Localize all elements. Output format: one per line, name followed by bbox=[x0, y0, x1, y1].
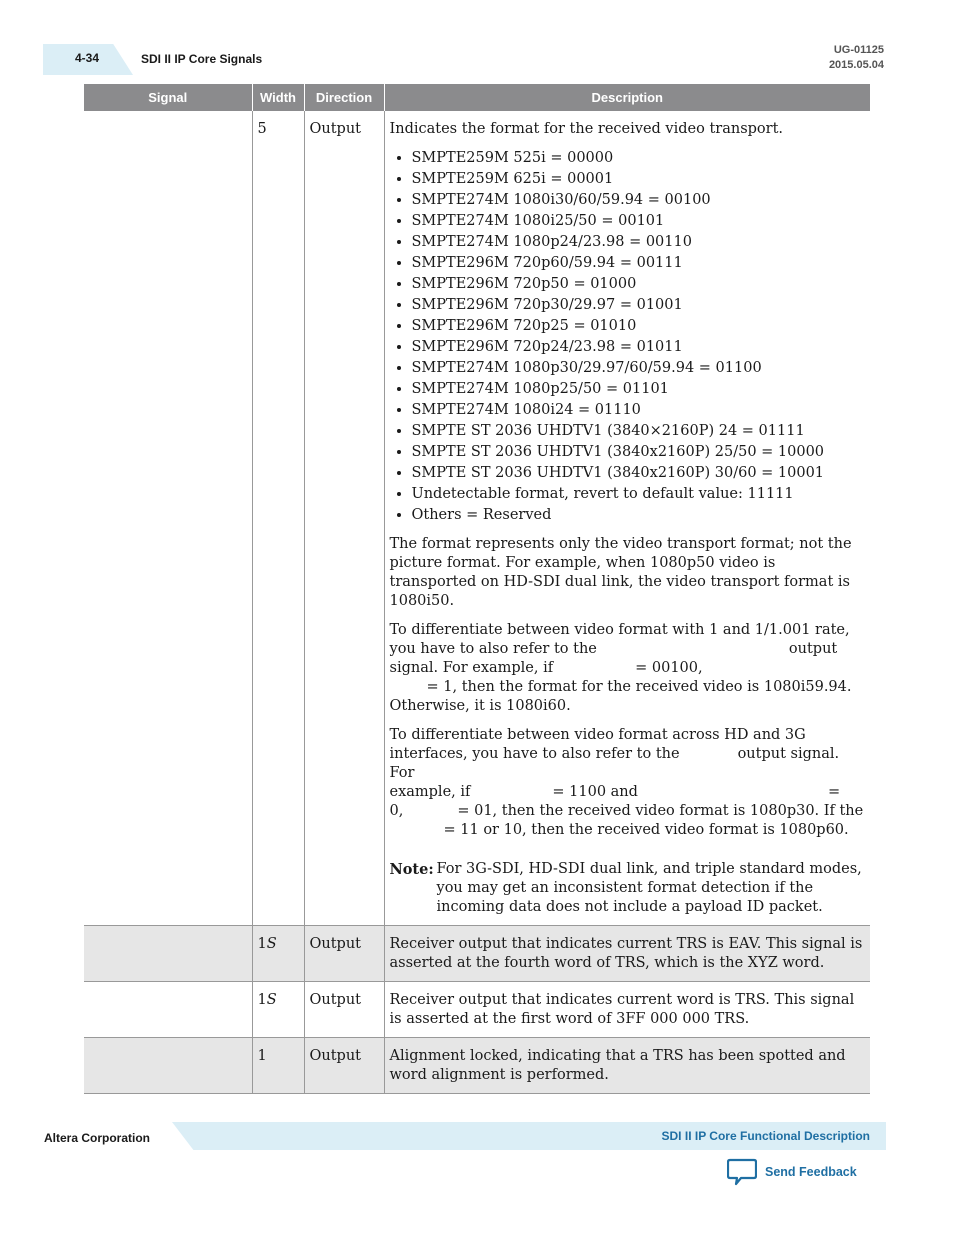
text-line: 0, = 01, then the received video format is 1080p30. If the bbox=[389, 803, 864, 819]
note-block bbox=[390, 860, 866, 917]
description-cell: Receiver output that indicates current word is TRS. This signal is asserted at the first word of 3FF 000 000 TRS. bbox=[384, 982, 870, 1038]
text-line: To differentiate between video format with 1 and 1/1.001 rate, bbox=[389, 622, 850, 638]
column-header-width: Width bbox=[252, 84, 304, 111]
interface-paragraph bbox=[390, 726, 866, 840]
table-row bbox=[84, 111, 870, 926]
format-list bbox=[390, 149, 866, 525]
text-line: To differentiate between video format across HD and 3G bbox=[389, 727, 806, 743]
description-cell: Receiver output that indicates current TRS is EAV. This signal is asserted at the fourth word of TRS, which is the XYZ word. bbox=[384, 926, 870, 982]
width-cell: 1 bbox=[252, 1038, 304, 1094]
section-title: SDI II IP Core Signals bbox=[141, 52, 263, 66]
text-line: interfaces, you have to also refer to the output signal. For bbox=[389, 746, 840, 781]
direction-cell: Output bbox=[304, 926, 384, 982]
text-line: you have to also refer to the output bbox=[389, 641, 838, 657]
column-header-signal: Signal bbox=[84, 84, 252, 111]
list-item: • SMPTE274M 1080i25/50 = 00101 bbox=[412, 212, 866, 231]
list-item: • SMPTE274M 1080p30/29.97/60/59.94 = 01100 bbox=[412, 359, 866, 378]
list-item: • Others = Reserved bbox=[412, 506, 866, 525]
note-label: Note: bbox=[389, 861, 434, 878]
signal-cell bbox=[84, 1038, 252, 1094]
list-item: • SMPTE296M 720p60/59.94 = 00111 bbox=[412, 254, 866, 273]
column-header-description: Description bbox=[384, 84, 870, 111]
list-item: • SMPTE296M 720p24/23.98 = 01011 bbox=[412, 338, 866, 357]
width-cell: 1S bbox=[252, 982, 304, 1038]
text-line: Otherwise, it is 1080i60. bbox=[389, 698, 571, 714]
format-intro: Indicates the format for the received video transport. bbox=[389, 121, 784, 137]
rate-paragraph bbox=[390, 621, 866, 716]
list-item: • SMPTE296M 720p30/29.97 = 01001 bbox=[412, 296, 866, 315]
signal-cell bbox=[84, 982, 252, 1038]
list-item: • SMPTE ST 2036 UHDTV1 (3840x2160P) 25/50 = 10000 bbox=[412, 443, 866, 462]
list-item: • SMPTE ST 2036 UHDTV1 (3840x2160P) 30/60 = 10001 bbox=[412, 464, 866, 483]
description-cell bbox=[384, 111, 870, 926]
direction-cell: Output bbox=[304, 982, 384, 1038]
text-line: example, if = 1100 and = bbox=[389, 784, 841, 800]
list-item: • SMPTE259M 625i = 00001 bbox=[412, 170, 866, 189]
direction-cell: Output bbox=[304, 111, 384, 926]
send-feedback-link[interactable] bbox=[727, 1158, 857, 1186]
description-cell: Alignment locked, indicating that a TRS has been spotted and word alignment is performed. bbox=[384, 1038, 870, 1094]
width-cell: 1S bbox=[252, 926, 304, 982]
text-line: = 1, then the format for the received video is 1080i59.94. bbox=[426, 679, 852, 695]
chapter-title-link[interactable]: SDI II IP Core Functional Description bbox=[661, 1129, 870, 1143]
doc-id-block bbox=[829, 43, 884, 73]
signal-table bbox=[84, 84, 870, 1094]
list-item: • SMPTE274M 1080p24/23.98 = 00110 bbox=[412, 233, 866, 252]
list-item: • SMPTE259M 525i = 00000 bbox=[412, 149, 866, 168]
table-row bbox=[84, 982, 870, 1038]
transport-format-paragraph: The format represents only the video transport format; not the picture format. For example, when 1080p50 video is transported on HD-SDI dual link, the video transport format is 1080i50. bbox=[389, 536, 852, 609]
list-item: • SMPTE296M 720p50 = 01000 bbox=[412, 275, 866, 294]
speech-bubble-icon bbox=[727, 1158, 757, 1186]
list-item: • Undetectable format, revert to default value: 11111 bbox=[412, 485, 866, 504]
table-row bbox=[84, 926, 870, 982]
doc-id: UG-01125 bbox=[833, 44, 884, 56]
column-header-direction: Direction bbox=[304, 84, 384, 111]
table-header-row bbox=[84, 84, 870, 111]
list-item: • SMPTE274M 1080i30/60/59.94 = 00100 bbox=[412, 191, 866, 210]
list-item: • SMPTE296M 720p25 = 01010 bbox=[412, 317, 866, 336]
text-line: signal. For example, if = 00100, bbox=[389, 660, 703, 676]
list-item: • SMPTE274M 1080i24 = 01110 bbox=[412, 401, 866, 420]
list-item: • SMPTE274M 1080p25/50 = 01101 bbox=[412, 380, 866, 399]
table-row bbox=[84, 1038, 870, 1094]
list-item: • SMPTE ST 2036 UHDTV1 (3840×2160P) 24 = 01111 bbox=[412, 422, 866, 441]
company-name: Altera Corporation bbox=[44, 1131, 151, 1145]
text-line: = 11 or 10, then the received video format is 1080p60. bbox=[443, 822, 849, 838]
send-feedback-label: Send Feedback bbox=[765, 1165, 857, 1179]
direction-cell: Output bbox=[304, 1038, 384, 1094]
signal-cell bbox=[84, 111, 252, 926]
page-number: 4-34 bbox=[75, 51, 100, 65]
width-cell: 5 bbox=[252, 111, 304, 926]
doc-date: 2015.05.04 bbox=[828, 59, 884, 71]
note-text: For 3G-SDI, HD-SDI dual link, and triple standard modes, you may get an inconsistent format detection if the incoming data does not include a payload ID packet. bbox=[436, 861, 862, 915]
signal-cell bbox=[84, 926, 252, 982]
